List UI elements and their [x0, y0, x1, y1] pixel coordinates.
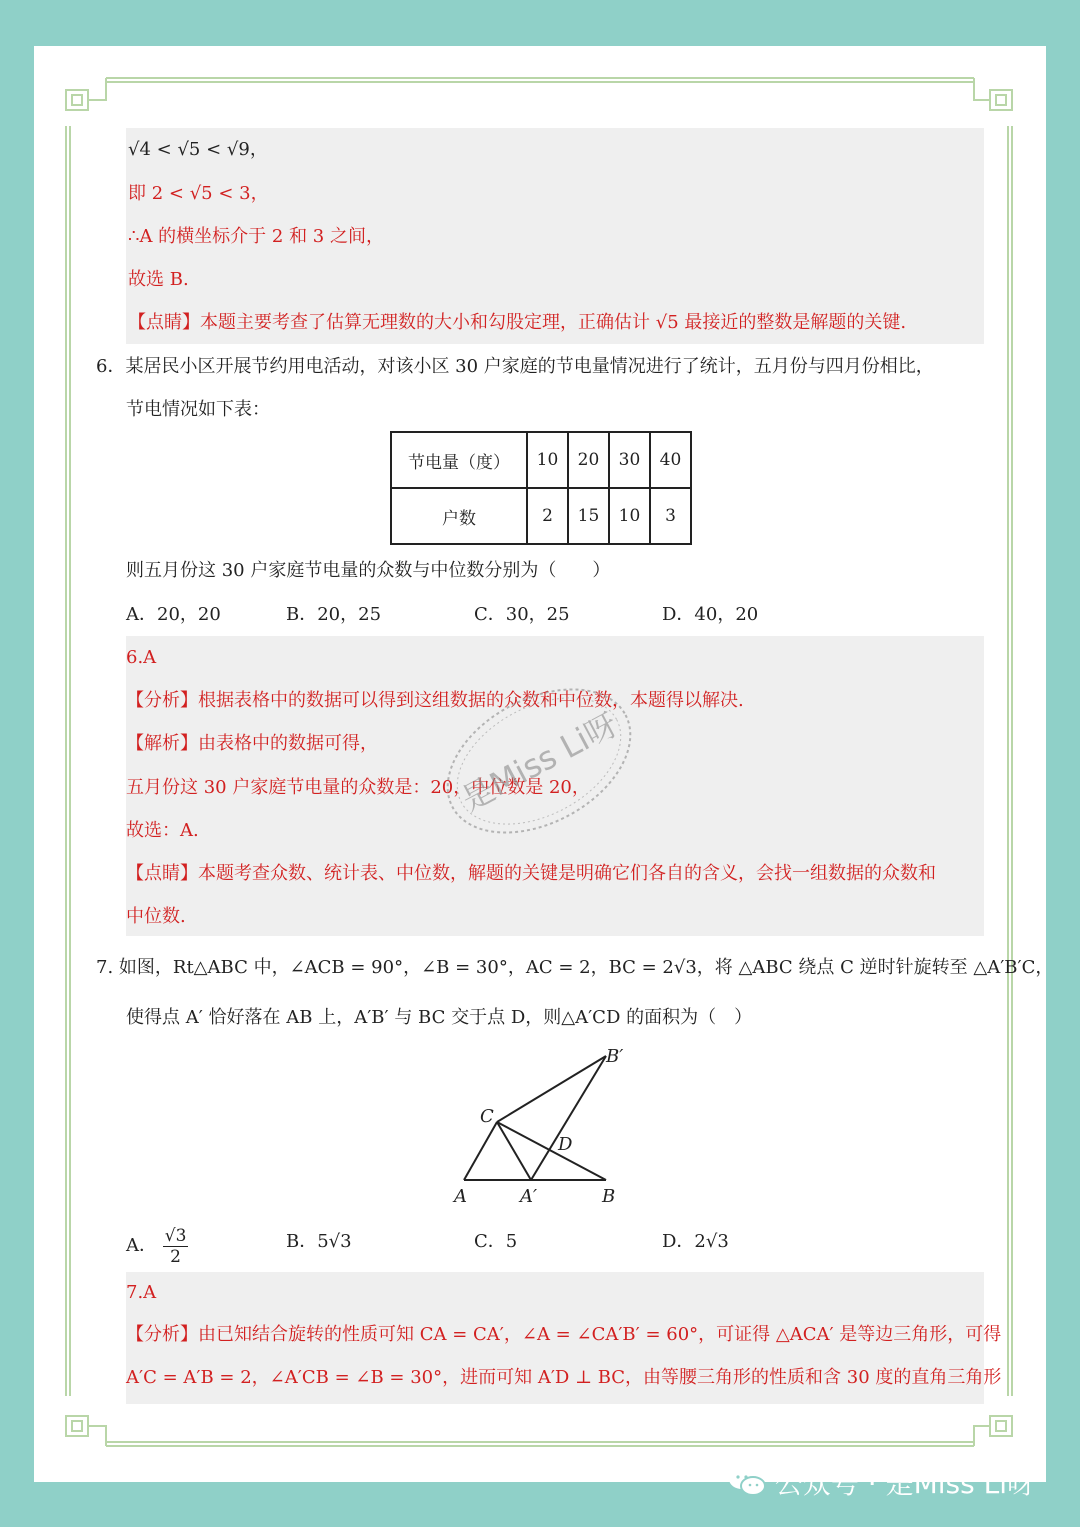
solution-6-explain: 【解析】由表格中的数据可得，	[126, 733, 378, 754]
solution-5-line-3: ∴A 的横坐标介于 2 和 3 之间，	[128, 226, 384, 247]
table-cell: 40	[650, 432, 691, 488]
watermark-stamp	[434, 676, 644, 846]
solution-5-note: 【点睛】本题主要考查了估算无理数的大小和勾股定理，正确估计 √5 最接近的整数是解题的关键.	[128, 312, 907, 333]
table-cell: 2	[527, 488, 568, 544]
solution-5-line-1: √4 < √5 < √9，	[128, 139, 268, 160]
label-B: B	[602, 1186, 616, 1207]
question-6-option-d: D．40，20	[662, 604, 759, 625]
question-7-option-d: D．2√3	[662, 1231, 729, 1252]
table-cell: 10	[527, 432, 568, 488]
question-7-option-a	[126, 1224, 188, 1268]
option-a-fraction	[163, 1226, 189, 1267]
table-header-cell: 节电量（度）	[391, 432, 527, 488]
question-6-option-c: C．30，25	[474, 604, 570, 625]
table-header-cell: 户数	[391, 488, 527, 544]
solution-6-note-2: 中位数.	[126, 906, 186, 927]
label-D: D	[558, 1134, 573, 1155]
question-7-option-c: C．5	[474, 1231, 518, 1252]
segment-AC	[464, 1122, 497, 1180]
solution-6-detail: 五月份这 30 户家庭节电量的众数是：20，中位数是 20，	[126, 777, 590, 798]
question-6-option-a: A．20，20	[126, 604, 221, 625]
question-6-stem-1: 6．某居民小区开展节约用电活动，对该小区 30 户家庭的节电量情况进行了统计，五月份与四月份相比，	[96, 356, 934, 377]
footer-text: 公众号 · 是Miss Li呀	[774, 1467, 1036, 1500]
table-cell: 30	[609, 432, 650, 488]
question-6-prompt: 则五月份这 30 户家庭节电量的众数与中位数分别为（ ）	[126, 560, 611, 581]
question-7-stem-2: 使得点 A′ 恰好落在 AB 上，A′B′ 与 BC 交于点 D，则△A′CD 的面积为（ ）	[126, 1007, 753, 1028]
solution-6-answer: 6.A	[126, 647, 157, 668]
question-7-option-b: B．5√3	[286, 1231, 352, 1252]
document-page	[34, 46, 1054, 1482]
option-a-numerator: √3	[164, 1225, 187, 1246]
solution-6-analysis: 【分析】根据表格中的数据可以得到这组数据的众数和中位数，本题得以解决.	[126, 690, 744, 711]
table-row	[391, 488, 691, 544]
footer-account	[728, 1462, 1035, 1502]
solution-5-line-2: 即 2 < √5 < 3，	[128, 183, 269, 204]
segment-A1B1	[531, 1056, 606, 1180]
triangle-figure	[434, 1042, 654, 1212]
label-C: C	[480, 1106, 494, 1127]
option-a-prefix: A．	[126, 1235, 157, 1256]
solution-5-line-4: 故选 B.	[128, 269, 189, 290]
table-cell: 10	[609, 488, 650, 544]
table-cell: 20	[568, 432, 609, 488]
wechat-icon	[728, 1467, 775, 1500]
question-6-option-b: B．20，25	[286, 604, 382, 625]
solution-7-analysis-1: 【分析】由已知结合旋转的性质可知 CA = CA′，∠A = ∠CA′B′ = 60°，可证得 △ACA′ 是等边三角形，可得	[126, 1324, 1002, 1345]
table-cell: 15	[568, 488, 609, 544]
label-B-prime: B′	[606, 1046, 624, 1067]
solution-7-answer: 7.A	[126, 1282, 157, 1303]
option-a-denominator: 2	[170, 1246, 181, 1267]
table-row	[391, 432, 691, 488]
question-6-stem-2: 节电情况如下表：	[126, 399, 270, 420]
question-7-stem-1: 7. 如图，Rt△ABC 中，∠ACB = 90°，∠B = 30°，AC = 2，BC = 2√3，将 △ABC 绕点 C 逆时针旋转至 △A′B′C，	[96, 957, 1054, 978]
watermark-text: 是Miss Li呀	[455, 705, 624, 819]
label-A-prime: A′	[520, 1186, 538, 1207]
solution-7-analysis-2: A′C = A′B = 2，∠A′CB = ∠B = 30°，进而可知 A′D ⊥ BC，由等腰三角形的性质和含 30 度的直角三角形	[126, 1367, 1002, 1388]
solution-6-choose: 故选：A.	[126, 820, 199, 841]
segment-CB1	[497, 1056, 606, 1122]
electricity-table	[390, 431, 692, 545]
solution-6-note-1: 【点睛】本题考查众数、统计表、中位数，解题的关键是明确它们各自的含义，会找一组数据的众数和	[126, 863, 936, 884]
table-cell: 3	[650, 488, 691, 544]
label-A: A	[454, 1186, 467, 1207]
